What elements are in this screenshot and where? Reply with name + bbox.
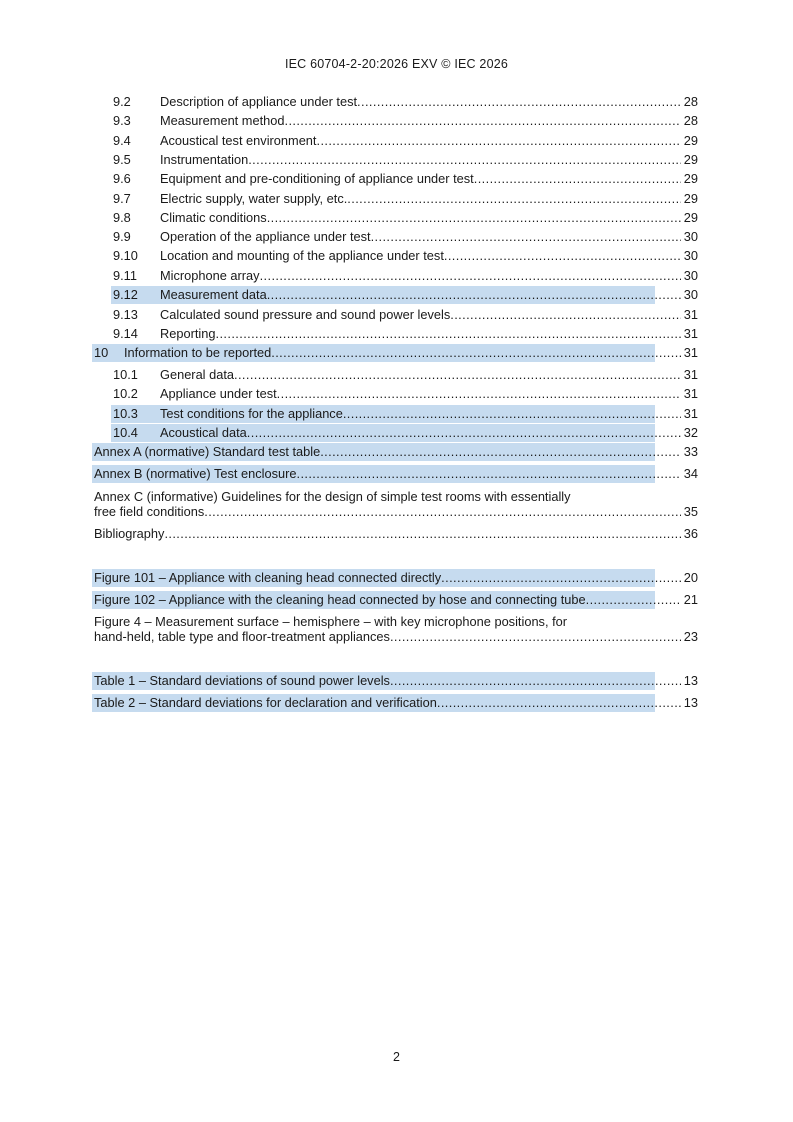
toc-entry-page: 31: [683, 326, 698, 341]
toc-entry-number: 9.12: [113, 287, 138, 302]
toc-entry-page: 29: [683, 152, 698, 167]
toc-entry-page: 36: [683, 526, 698, 541]
toc-entry-9-6[interactable]: [0, 170, 793, 188]
toc-entry-number: 10.4: [113, 425, 138, 440]
toc-entry-number: 9.5: [113, 152, 131, 167]
toc-entry-page: 29: [683, 210, 698, 225]
toc-entry-page: 21: [683, 592, 698, 607]
toc-entry-number: 9.2: [113, 94, 131, 109]
toc-entry-page: 28: [683, 113, 698, 128]
toc-entry-page: 30: [683, 268, 698, 283]
toc-entry-page: 30: [683, 287, 698, 302]
toc-entry-title-line2: hand-held, table type and floor-treatment appliances: [94, 629, 390, 644]
toc-entry-9-5[interactable]: [0, 151, 793, 169]
toc-entry-page: 31: [683, 386, 698, 401]
toc-entry-page: 13: [683, 673, 698, 688]
toc-entry-page: 30: [683, 248, 698, 263]
toc-entry-number: 10.3: [113, 406, 138, 421]
toc-entry-title: Figure 101 – Appliance with cleaning head connected directly: [94, 570, 442, 585]
toc-entry-page: 31: [683, 345, 698, 360]
toc-entry-number: 9.13: [113, 307, 138, 322]
toc-entry-title: Location and mounting of the appliance under test: [160, 248, 444, 263]
toc-entry-title: General data: [160, 367, 234, 382]
toc-entry-title-line1: Figure 4 – Measurement surface – hemisphere – with key microphone positions, for: [94, 614, 568, 629]
toc-entry-9-10[interactable]: [0, 247, 793, 265]
toc-entry-page: 30: [683, 229, 698, 244]
toc-entry-page: 13: [683, 695, 698, 710]
toc-entry-title: Description of appliance under test: [160, 94, 358, 109]
toc-entry-title: Test conditions for the appliance: [160, 406, 343, 421]
toc-entry-10[interactable]: [0, 344, 793, 362]
toc-entry-title-line2: free field conditions: [94, 504, 205, 519]
toc-entry-10-3[interactable]: [0, 405, 793, 423]
toc-entry-title-line1: Annex C (informative) Guidelines for the design of simple test rooms with essentially: [94, 489, 571, 504]
toc-entry-title: Electric supply, water supply, etc.: [160, 191, 348, 206]
toc-entry-page: 33: [683, 444, 698, 459]
page-number: 2: [393, 1050, 400, 1064]
toc-entry-9-3[interactable]: [0, 112, 793, 130]
toc-entry-9-7[interactable]: [0, 190, 793, 208]
toc-entry-number: 9.10: [113, 248, 138, 263]
toc-entry-page: 35: [683, 504, 698, 519]
toc-entry-number: 9.7: [113, 191, 131, 206]
toc-entry-title: Information to be reported: [124, 345, 272, 360]
toc-entry-title: Figure 102 – Appliance with the cleaning head connected by hose and connecting tube: [94, 592, 586, 607]
toc-entry-page: 34: [683, 466, 698, 481]
toc-entry-9-14[interactable]: [0, 325, 793, 343]
toc-entry-title: Reporting: [160, 326, 216, 341]
toc-entry-9-4[interactable]: [0, 132, 793, 150]
toc-entry-title: Measurement method: [160, 113, 285, 128]
toc-entry-page: 31: [683, 406, 698, 421]
toc-entry-10-4[interactable]: [0, 424, 793, 442]
toc-entry-number: 9.3: [113, 113, 131, 128]
toc-entry-number: 10: [94, 345, 109, 360]
toc-entry-number: 9.11: [113, 268, 137, 283]
toc-entry-title: Microphone array: [160, 268, 260, 283]
toc-entry-page: 31: [683, 307, 698, 322]
toc-entry-page: 31: [683, 367, 698, 382]
toc-entry-9-2[interactable]: [0, 93, 793, 111]
page-header: IEC 60704-2-20:2026 EXV © IEC 2026: [284, 57, 509, 71]
toc-entry-page: 28: [683, 94, 698, 109]
toc-entry-title: Acoustical data: [160, 425, 247, 440]
toc-entry-number: 9.8: [113, 210, 131, 225]
toc-entry-9-8[interactable]: [0, 209, 793, 227]
toc-entry-title: Bibliography: [94, 526, 165, 541]
toc-entry-table-2[interactable]: [0, 694, 793, 712]
toc-entry-number: 9.6: [113, 171, 131, 186]
toc-entry-title: Operation of the appliance under test: [160, 229, 371, 244]
toc-entry-number: 9.4: [113, 133, 131, 148]
toc-entry-bibliography[interactable]: [0, 525, 793, 543]
toc-entry-title: Climatic conditions: [160, 210, 267, 225]
toc-entry-number: 9.14: [113, 326, 138, 341]
toc-entry-9-11[interactable]: [0, 267, 793, 285]
toc-entry-number: 10.1: [113, 367, 138, 382]
toc-entry-title: Measurement data: [160, 287, 267, 302]
toc-entry-9-9[interactable]: [0, 228, 793, 246]
toc-entry-page: 29: [683, 191, 698, 206]
toc-entry-9-12[interactable]: [0, 286, 793, 304]
toc-entry-page: 20: [683, 570, 698, 585]
toc-entry-title: Annex B (normative) Test enclosure: [94, 466, 297, 481]
toc-entry-title: Instrumentation: [160, 152, 249, 167]
toc-entry-9-13[interactable]: [0, 306, 793, 324]
toc-entry-figure-101[interactable]: [0, 569, 793, 587]
toc-entry-number: 10.2: [113, 386, 138, 401]
toc-entry-10-2[interactable]: [0, 385, 793, 403]
toc-entry-title: Equipment and pre-conditioning of appliance under test: [160, 171, 474, 186]
toc-entry-page: 29: [683, 133, 698, 148]
toc-entry-page: 32: [683, 425, 698, 440]
toc-entry-page: 23: [683, 629, 698, 644]
toc-entry-title: Calculated sound pressure and sound power levels: [160, 307, 451, 322]
toc-entry-10-1[interactable]: [0, 366, 793, 384]
toc-entry-title: Annex A (normative) Standard test table: [94, 444, 321, 459]
toc-entry-annex-a[interactable]: [0, 443, 793, 461]
toc-entry-title: Table 2 – Standard deviations for declaration and verification: [94, 695, 437, 710]
toc-entry-number: 9.9: [113, 229, 131, 244]
toc-entry-title: Appliance under test: [160, 386, 277, 401]
toc-entry-table-1[interactable]: [0, 672, 793, 690]
toc-entry-page: 29: [683, 171, 698, 186]
toc-entry-figure-102[interactable]: [0, 591, 793, 609]
toc-entry-title: Table 1 – Standard deviations of sound power levels: [94, 673, 390, 688]
toc-entry-annex-b[interactable]: [0, 465, 793, 483]
toc-entry-title: Acoustical test environment: [160, 133, 317, 148]
